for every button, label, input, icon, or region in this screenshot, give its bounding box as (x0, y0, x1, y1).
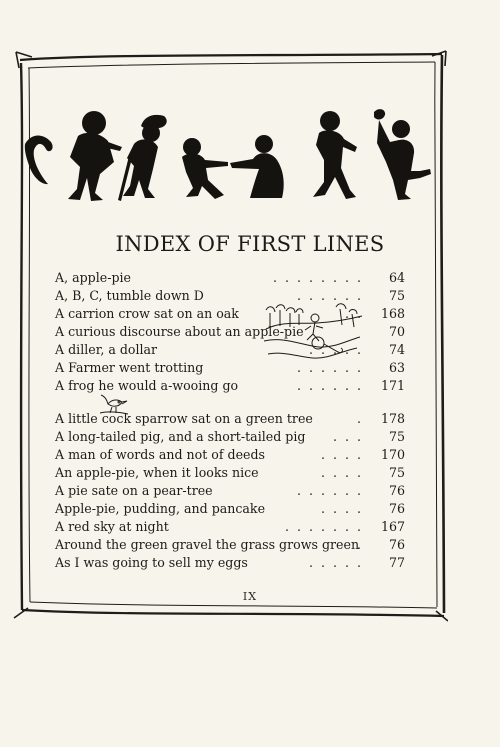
dot-leader: ....... (284, 519, 369, 534)
entry-page-number: 168 (380, 306, 405, 321)
entry-first-line: A, apple-pie (55, 270, 132, 285)
index-entry (55, 500, 405, 518)
dot-leader: ...... (296, 360, 369, 375)
two-children-pulling-silhouette (182, 135, 284, 199)
entry-page-number: 178 (380, 411, 405, 426)
dot-leader: . (356, 537, 369, 552)
entry-first-line: A long-tailed pig, and a short-tailed pig (55, 429, 306, 444)
garden-scene-illustration (262, 301, 364, 359)
entry-page-number: 64 (388, 270, 405, 285)
dot-leader: ........ (272, 270, 369, 285)
bird-illustration (98, 392, 129, 417)
index-entry (55, 269, 405, 287)
entry-page-number: 75 (388, 288, 405, 303)
entry-first-line: A man of words and not of deeds (55, 447, 265, 462)
entry-first-line: A red sky at night (55, 519, 169, 534)
dot-leader: . (356, 411, 369, 426)
entry-page-number: 75 (388, 429, 405, 444)
page-folio: IX (242, 590, 258, 603)
dot-leader: .... (320, 465, 369, 480)
entry-first-line: A pie sate on a pear-tree (55, 483, 213, 498)
dot-leader: ..... (308, 342, 369, 357)
boy-walking-silhouette (313, 111, 357, 199)
entry-first-line: Around the green gravel the grass grows green (55, 537, 360, 552)
entry-page-number: 63 (388, 360, 405, 375)
entry-first-line: An apple-pie, when it looks nice (55, 465, 259, 480)
dot-leader: ... (332, 429, 369, 444)
entry-page-number: 76 (388, 483, 405, 498)
entry-first-line: As I was going to sell my eggs (55, 555, 248, 570)
dot-leader: .... (320, 447, 369, 462)
entry-first-line: A diller, a dollar (55, 342, 158, 357)
page-title: INDEX OF FIRST LINES (115, 232, 385, 256)
index-entry (55, 359, 405, 377)
entry-page-number: 70 (388, 324, 405, 339)
index-entry (55, 428, 405, 446)
child-waving-silhouette (374, 109, 431, 200)
index-entry (55, 446, 405, 464)
dot-leader: .... (320, 501, 369, 516)
dot-leader: .. (344, 306, 369, 321)
index-entry (55, 554, 405, 572)
index-entry (55, 464, 405, 482)
entry-page-number: 76 (388, 501, 405, 516)
dot-leader: ...... (296, 483, 369, 498)
entry-first-line: Apple-pie, pudding, and pancake (55, 501, 266, 516)
entry-first-line: A little cock sparrow sat on a green tree (55, 411, 313, 426)
index-entry (55, 518, 405, 536)
entry-first-line: A frog he would a-wooing go (55, 378, 239, 393)
entry-first-line: A Farmer went trotting (55, 360, 204, 375)
entry-first-line: A curious discourse about an apple-pie (55, 324, 304, 339)
dot-leader: ...... (296, 378, 369, 393)
entry-page-number: 171 (380, 378, 405, 393)
entry-first-line: A, B, C, tumble down D (55, 288, 204, 303)
dot-leader: ..... (308, 555, 369, 570)
entry-page-number: 170 (380, 447, 405, 462)
child-with-dog-silhouette (25, 111, 122, 201)
children-silhouette-frieze (22, 102, 442, 206)
entry-first-line: A carrion crow sat on an oak (55, 306, 239, 321)
entry-page-number: 167 (380, 519, 405, 534)
child-with-cane-silhouette (118, 115, 167, 201)
entry-page-number: 77 (388, 555, 405, 570)
entry-page-number: 76 (388, 537, 405, 552)
index-entry (55, 536, 405, 554)
entry-page-number: 75 (388, 465, 405, 480)
index-entry (55, 482, 405, 500)
dot-leader: ...... (296, 288, 369, 303)
entry-page-number: 74 (388, 342, 405, 357)
